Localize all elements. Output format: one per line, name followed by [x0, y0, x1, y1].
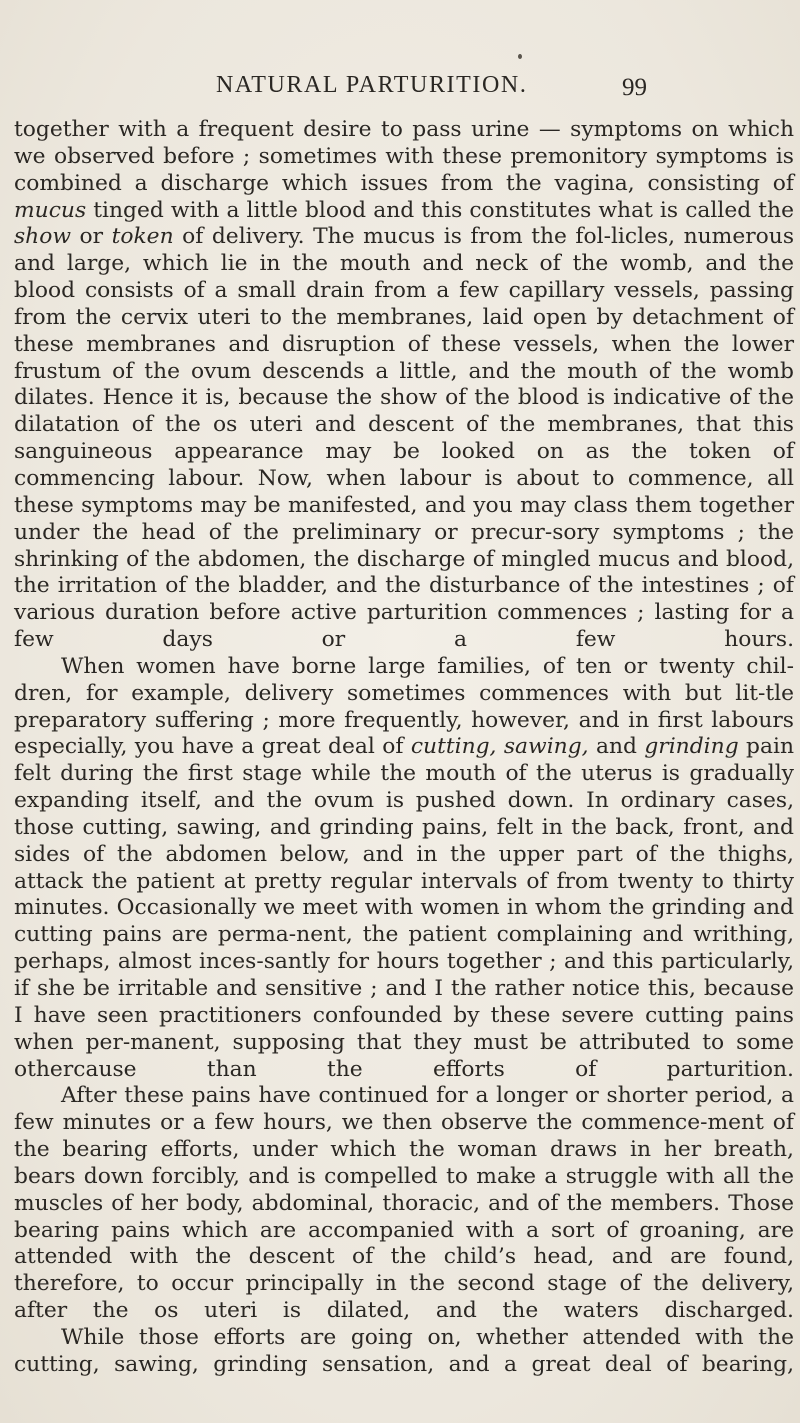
paragraph-2	[14, 654, 794, 1084]
italic-run: grinding	[644, 734, 739, 760]
text-run: and	[588, 734, 645, 760]
text-run: While those efforts are going on, whether attended with the cutting, sawing, grinding sensation, and a great deal of bearing,	[14, 1324, 794, 1377]
text-run: together with a frequent desire to pass urine — symptoms on which we observed before ; sometimes with these premonitory symptoms is combined a discharge which issues from the vagina, consisting of	[14, 117, 794, 196]
italic-run: mucus	[14, 197, 87, 223]
text-run: When women have borne large families, of ten or twenty chil-dren, for example, delivery sometimes commences with but lit-tle preparatory suffering ; more frequently, however, and in first labours especially, you have a great deal of	[14, 653, 794, 760]
text-run: of delivery. The mucus is from the fol-licles, numerous and large, which lie in the mouth and neck of the womb, and the blood consists of a small drain from a few capillary vessels, passing from the cervix uteri to the membranes, laid open by detachment of these membranes and disruption of these vessels, when the lower frustum of the ovum descends a little, and the mouth of the womb dilates. Hence it is, because the show of the blood is indicative of the dilatation of the os uteri and descent of the membranes, that this sanguineous appearance may be looked on as the token of commencing labour. Now, when labour is about to commence, all these symptoms may be manifested, and you may class them together under the head of the preliminary or precur-sory symptoms ; the shrinking of the abdomen, the discharge of mingled mucus and blood, the irritation of the bladder, and the disturbance of the intestines ; of various duration before active parturition commences ; lasting for a few days or a few hours.	[14, 224, 795, 653]
paragraph-1	[14, 117, 794, 654]
running-header: NATURAL PARTURITION.	[216, 72, 528, 98]
page-number: 99	[622, 74, 647, 101]
text-run: tinged with a little blood and this constitutes what is called the	[86, 197, 794, 223]
ink-speck	[518, 54, 522, 59]
text-run: After these pains have continued for a longer or shorter period, a few minutes or a few hours, we then observe the commence-ment of the bearing efforts, under which the woman draws in her breath, bears down forcibly, and is compelled to make a struggle with all the muscles of her body, abdominal, thoracic, and of the members. Those bearing pains which are accompanied with a sort of groaning, are attended with the descent of the child’s head, and are found, therefore, to occur principally in the second stage of the delivery, after the os uteri is dilated, and the waters discharged.	[14, 1083, 794, 1324]
paragraph-3	[14, 1083, 794, 1325]
italic-run: show	[14, 224, 72, 250]
paragraph-4	[14, 1325, 794, 1379]
text-run: pain felt during the first stage while the mouth of the uterus is gradually expanding itself, and the ovum is pushed down. In ordinary cases, those cutting, sawing, and grinding pains, felt in the back, front, and sides of the abdomen below, and in the upper part of the thighs, attack the patient at pretty regular intervals of from twenty to thirty minutes. Occasionally we meet with women in whom the grinding and cutting pains are perma-nent, the patient complaining and writhing, perhaps, almost inces-santly for hours together ; and this particularly, if she be irritable and sensitive ; and I the rather notice this, because I have seen practitioners confounded by these severe cutting pains when per-manent, supposing that they must be attributed to some othercause than the efforts of parturition.	[14, 734, 794, 1082]
text-run: or	[71, 224, 112, 250]
italic-run: cutting, sawing,	[410, 734, 589, 760]
italic-run: token	[111, 224, 174, 250]
body-text	[14, 117, 794, 1379]
